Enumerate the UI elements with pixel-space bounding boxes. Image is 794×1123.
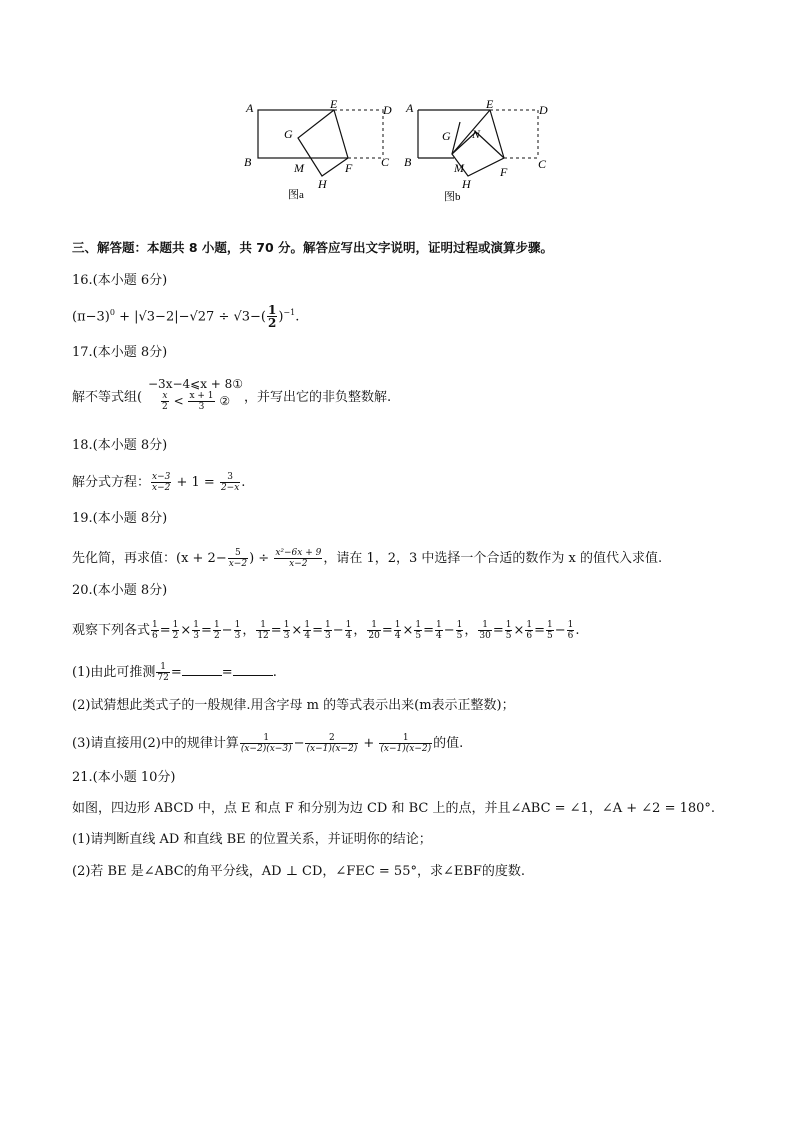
q20-eq: = — [170, 665, 182, 680]
fig-b-label-m: M — [454, 161, 464, 175]
q20-p3-end: 的值. — [433, 736, 464, 751]
q20-p1-prefix: (1)由此可推测 — [72, 665, 156, 680]
q20-op: = — [492, 623, 504, 638]
q20-op: × — [513, 623, 525, 638]
q20-blank-1[interactable] — [182, 663, 222, 676]
q20-op: = — [201, 623, 212, 638]
q20-op: ， — [464, 623, 478, 638]
q20-frac: $\frac{1}{6}$ — [526, 620, 533, 641]
q16-expression — [72, 304, 299, 329]
q17-suffix: ，并写出它的非负整数解. — [244, 390, 392, 405]
q21-part1: (1)请判断直线 AD 和直线 BE 的位置关系，并证明你的结论； — [72, 832, 432, 847]
q20-lead: 观察下列各式 — [72, 623, 151, 638]
q16-exp: 0 — [109, 308, 115, 317]
fig-b-label-e: E — [486, 97, 494, 111]
fig-a-caption: 图a — [288, 189, 304, 201]
q18-frac2: $\frac{3}{2-x}$ — [220, 472, 240, 493]
q16-part: (π−3) — [72, 309, 110, 325]
q20-part2: (2)试猜想此类式子的一般规律.用含字母 m 的等式表示出来(m表示正整数)； — [72, 698, 515, 713]
fig-b-label-c: C — [538, 157, 547, 171]
q20-frac: $\frac{1}{3}$ — [283, 620, 290, 641]
q19-expression — [72, 548, 662, 569]
fig-a-label-f: F — [345, 161, 353, 175]
q17-frac1: $\frac{x}{2}$ — [162, 391, 168, 412]
section-heading: 三、解答题：本题共 8 小题，共 70 分。解答应写出文字说明，证明过程或演算步骤。 — [72, 240, 554, 255]
q20-frac: $\frac{1}{3}$ — [234, 620, 241, 641]
q16-part: ) — [278, 309, 284, 325]
q20-frac: $\frac{1}{3}$ — [193, 620, 200, 641]
fig-a-label-e: E — [330, 97, 338, 111]
q20-frac: $\frac{1}{5}$ — [505, 620, 512, 641]
q18-equation — [72, 472, 245, 493]
q20-frac: $\frac{1}{2}$ — [213, 620, 220, 641]
q19-frac2: $\frac{\text{x²−6x + 9}}{x-2}$ — [275, 548, 322, 569]
q20-op: = — [423, 623, 434, 638]
q20-op: − — [554, 623, 566, 638]
q20-op: = — [159, 623, 171, 638]
q17-title: 17.(本小题 8分) — [72, 345, 168, 360]
fig-a-label-d: D — [383, 103, 392, 117]
q20-p3-frac2: $\frac{2}{(x-1)(x-2)}$ — [306, 733, 358, 754]
q20-part1 — [72, 662, 277, 683]
fig-a-label-m: M — [294, 161, 304, 175]
q20-op: = — [312, 623, 323, 638]
q17-prefix: 解不等式组( — [72, 390, 143, 405]
q20-blank-2[interactable] — [233, 663, 273, 676]
q20-frac: $\frac{1}{6}$ — [567, 620, 574, 641]
fig-a-label-g: G — [284, 127, 293, 141]
q20-p3-frac3: $\frac{1}{(x-1)(x-2)}$ — [380, 733, 432, 754]
q19-frac1: $\frac{5}{x-2}$ — [228, 548, 248, 569]
q20-frac: $\frac{1}{5}$ — [415, 620, 422, 641]
fig-b-label-d: D — [539, 103, 548, 117]
q17-ineq2 — [160, 391, 230, 412]
q20-frac: $\frac{1}{6}$ — [152, 620, 158, 641]
q20-op: × — [180, 623, 192, 638]
q18-end: . — [241, 475, 246, 490]
fig-b-caption: 图b — [444, 191, 461, 203]
q16-title: 16.(本小题 6分) — [72, 273, 168, 288]
q20-p1-frac: $\frac{1}{72}$ — [157, 662, 169, 683]
q20-frac: $\frac{1}{4}$ — [304, 620, 311, 641]
q20-frac: $\frac{1}{4}$ — [394, 620, 401, 641]
fig-b-label-n: N — [472, 127, 481, 141]
q20-frac: $\frac{1}{3}$ — [324, 620, 331, 641]
q21-part2: (2)若 BE 是∠ABC的角平分线，AD ⊥ CD，∠FEC = 55°，求∠EBF的度数. — [72, 864, 526, 879]
q20-frac: $\frac{1}{30}$ — [479, 620, 491, 641]
q21-title: 21.(本小题 10分) — [72, 770, 176, 785]
q17-mark: ② — [219, 394, 231, 408]
q19-suffix: ，请在 1，2，3 中选择一个合适的数作为 x 的值代入求值. — [323, 551, 663, 566]
q20-op: − — [443, 623, 455, 638]
q17-frac2: $\frac{x + 1}{3}$ — [189, 391, 214, 412]
q18-prefix: 解分式方程： — [72, 475, 151, 490]
q20-part3 — [72, 733, 463, 754]
figure-a — [238, 92, 408, 210]
q20-op: = — [381, 623, 393, 638]
q16-half: $\frac{1}{2}$ — [267, 303, 277, 331]
q18-title: 18.(本小题 8分) — [72, 438, 168, 453]
fig-b-label-a: A — [406, 101, 414, 115]
q20-frac: $\frac{1}{2}$ — [172, 620, 179, 641]
q20-p1-end: . — [272, 665, 277, 680]
fig-b-label-g: G — [442, 129, 451, 143]
q20-op: = — [534, 623, 546, 638]
q20-observe — [72, 620, 580, 641]
q20-p3-frac1: $\frac{1}{(x-2)(x-3)}$ — [240, 733, 292, 754]
q20-frac: $\frac{1}{12}$ — [257, 620, 269, 641]
q20-op: ， — [353, 623, 367, 638]
q20-op: × — [402, 623, 414, 638]
q20-op: − — [332, 623, 344, 638]
q19-prefix: 先化简，再求值：(x + 2− — [72, 551, 227, 566]
q20-frac: $\frac{1}{5}$ — [456, 620, 463, 641]
q20-op: − — [221, 623, 233, 638]
q20-eq: = — [221, 665, 233, 680]
fig-a-label-a: A — [246, 101, 254, 115]
q19-title: 19.(本小题 8分) — [72, 511, 168, 526]
fig-a-label-h: H — [318, 177, 327, 191]
q19-div: ) ÷ — [249, 551, 274, 566]
q16-part: . — [295, 309, 300, 325]
figure-b — [398, 92, 568, 210]
q20-frac: $\frac{1}{20}$ — [368, 620, 380, 641]
q18-mid: + 1 = — [172, 475, 219, 490]
q16-part: + |√3−2|−√27 ÷ √3−( — [114, 309, 266, 325]
fig-b-label-b: B — [404, 155, 412, 169]
q20-op: . — [575, 623, 580, 638]
q20-p3-plus: + — [359, 736, 379, 751]
q21-body: 如图，四边形 ABCD 中，点 E 和点 F 和分别为边 CD 和 BC 上的点，并且∠ABC = ∠1，∠A + ∠2 = 180°. — [72, 801, 716, 816]
q20-frac: $\frac{1}{4}$ — [436, 620, 442, 641]
q20-op: × — [291, 623, 303, 638]
fig-a-label-c: C — [381, 155, 390, 169]
q20-title: 20.(本小题 8分) — [72, 583, 168, 598]
q20-frac: $\frac{1}{4}$ — [345, 620, 352, 641]
q16-exp: −1 — [283, 308, 296, 317]
q20-equations — [150, 620, 580, 641]
q20-p3-minus: − — [293, 736, 305, 751]
q17-lt: < — [173, 394, 184, 408]
q20-frac: $\frac{1}{5}$ — [547, 620, 553, 641]
fig-b-label-f: F — [500, 165, 508, 179]
q20-op: = — [270, 623, 282, 638]
q20-op: ， — [242, 623, 256, 638]
q17-ineq1: −3x−4⩽x + 8① — [148, 377, 244, 391]
fig-a-label-b: B — [244, 155, 252, 169]
q18-frac1: $\frac{x-3}{x-2}$ — [152, 472, 171, 493]
fig-b-label-h: H — [462, 177, 471, 191]
q20-p3-prefix: (3)请直接用(2)中的规律计算 — [72, 736, 239, 751]
